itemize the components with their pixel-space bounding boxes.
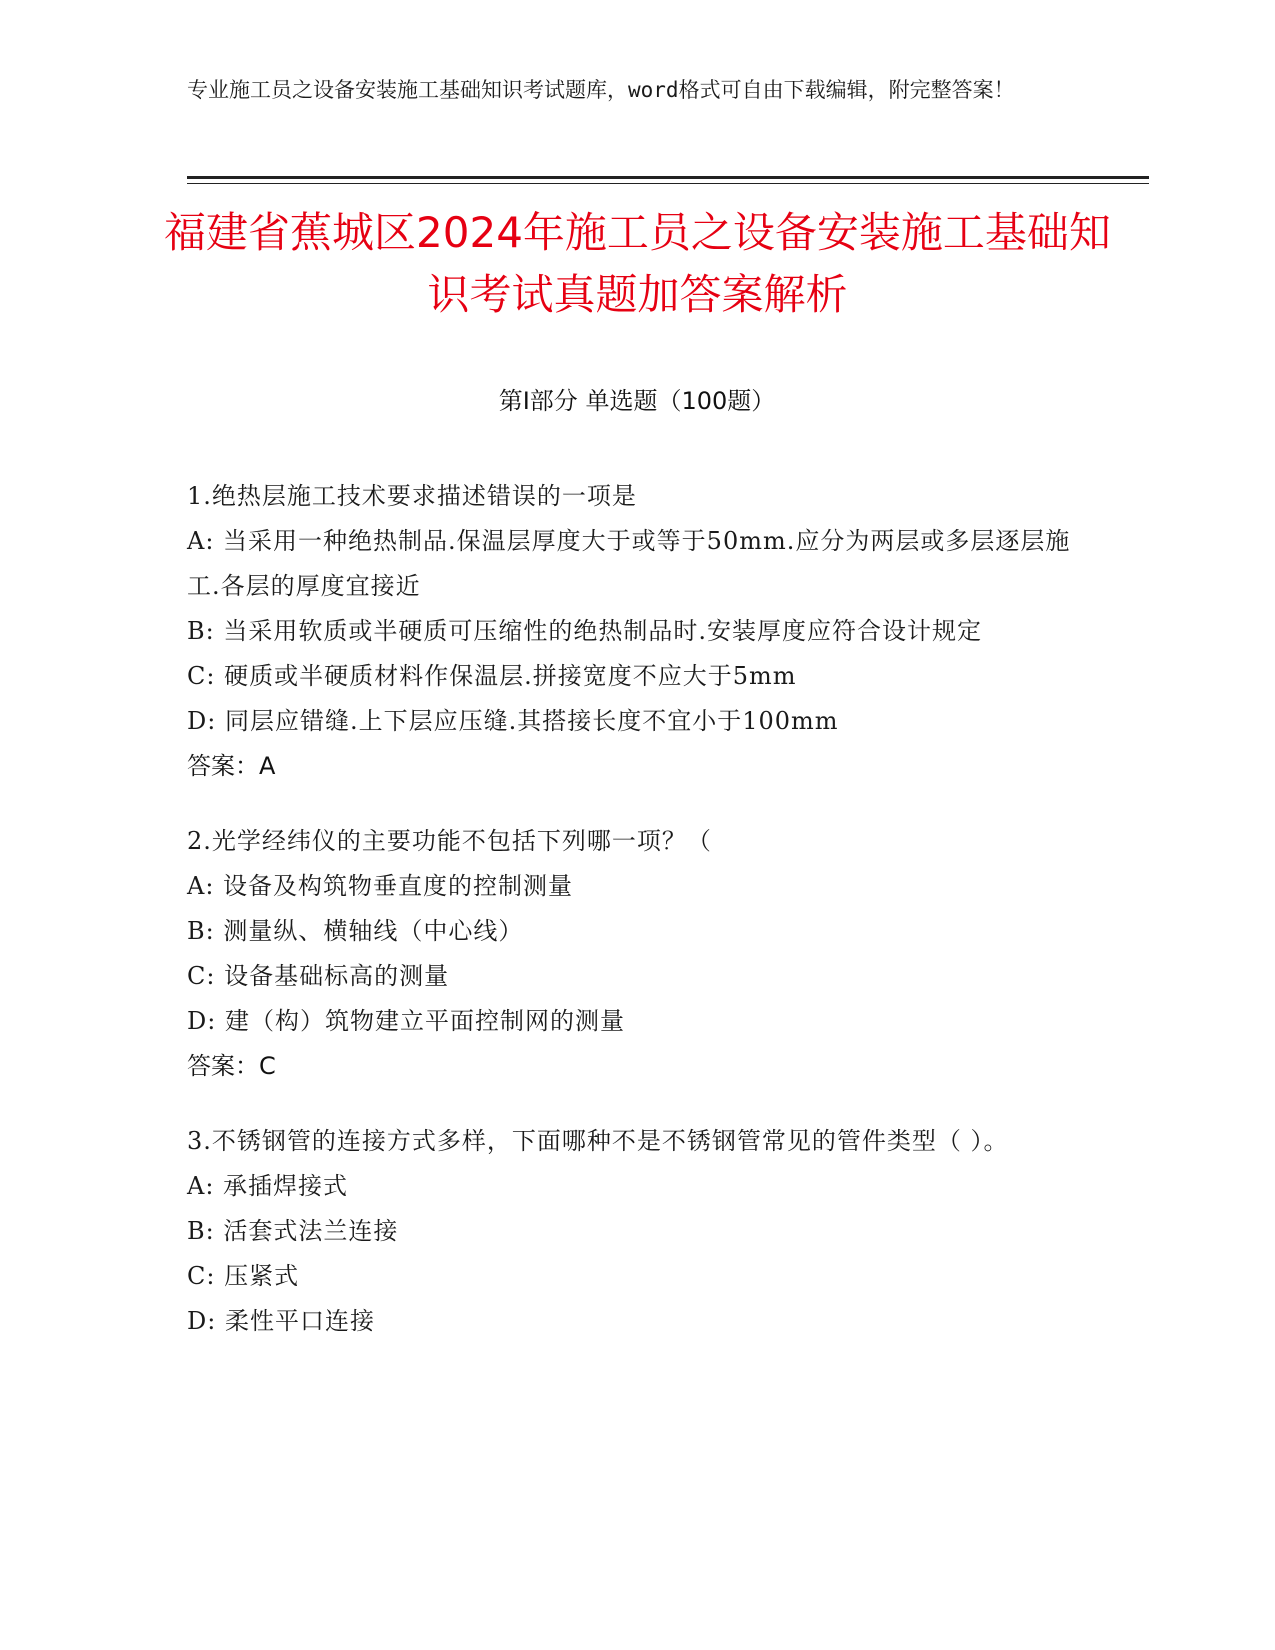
option-a: A: 设备及构筑物垂直度的控制测量 xyxy=(187,872,574,900)
section-title: 第I部分 单选题（100题） xyxy=(498,387,776,415)
option-a: A: 当采用一种绝热制品.保温层厚度大于或等于50mm.应分为两层或多层逐层施工.各层的厚度宜接近 xyxy=(187,527,1071,600)
option-a: A: 承插焊接式 xyxy=(187,1172,349,1200)
header-rule-thick xyxy=(187,176,1149,179)
header-note: 专业施工员之设备安装施工基础知识考试题库，word格式可自由下载编辑，附完整答案！ xyxy=(187,78,1015,102)
option-d: D: 柔性平口连接 xyxy=(187,1307,375,1335)
document-title: 福建省蕉城区2024年施工员之设备安装施工基础知识考试真题加答案解析 xyxy=(164,208,1111,319)
question-stem: 1.绝热层施工技术要求描述错误的一项是 xyxy=(187,482,637,510)
answer-label: 答案：C xyxy=(187,1052,276,1080)
option-d: D: 建（构）筑物建立平面控制网的测量 xyxy=(187,1007,625,1035)
option-b: B: 测量纵、横轴线（中心线） xyxy=(187,917,524,945)
answer-label: 答案：A xyxy=(187,752,276,780)
option-c: C: 硬质或半硬质材料作保温层.拼接宽度不应大于5mm xyxy=(187,662,797,690)
question-stem: 2.光学经纬仪的主要功能不包括下列哪一项？（ xyxy=(187,827,712,855)
header-rule-thin xyxy=(187,183,1149,184)
option-b: B: 当采用软质或半硬质可压缩性的绝热制品时.安装厚度应符合设计规定 xyxy=(187,617,982,645)
option-d: D: 同层应错缝.上下层应压缝.其搭接长度不宜小于100mm xyxy=(187,707,839,735)
option-c: C: 压紧式 xyxy=(187,1262,300,1290)
question-2 xyxy=(187,819,1087,1089)
question-stem: 3.不锈钢管的连接方式多样，下面哪种不是不锈钢管常见的管件类型（ ）。 xyxy=(187,1127,1009,1155)
option-c: C: 设备基础标高的测量 xyxy=(187,962,450,990)
question-3 xyxy=(187,1119,1087,1344)
option-b: B: 活套式法兰连接 xyxy=(187,1217,399,1245)
question-1 xyxy=(187,474,1087,789)
question-list xyxy=(187,474,1087,1374)
